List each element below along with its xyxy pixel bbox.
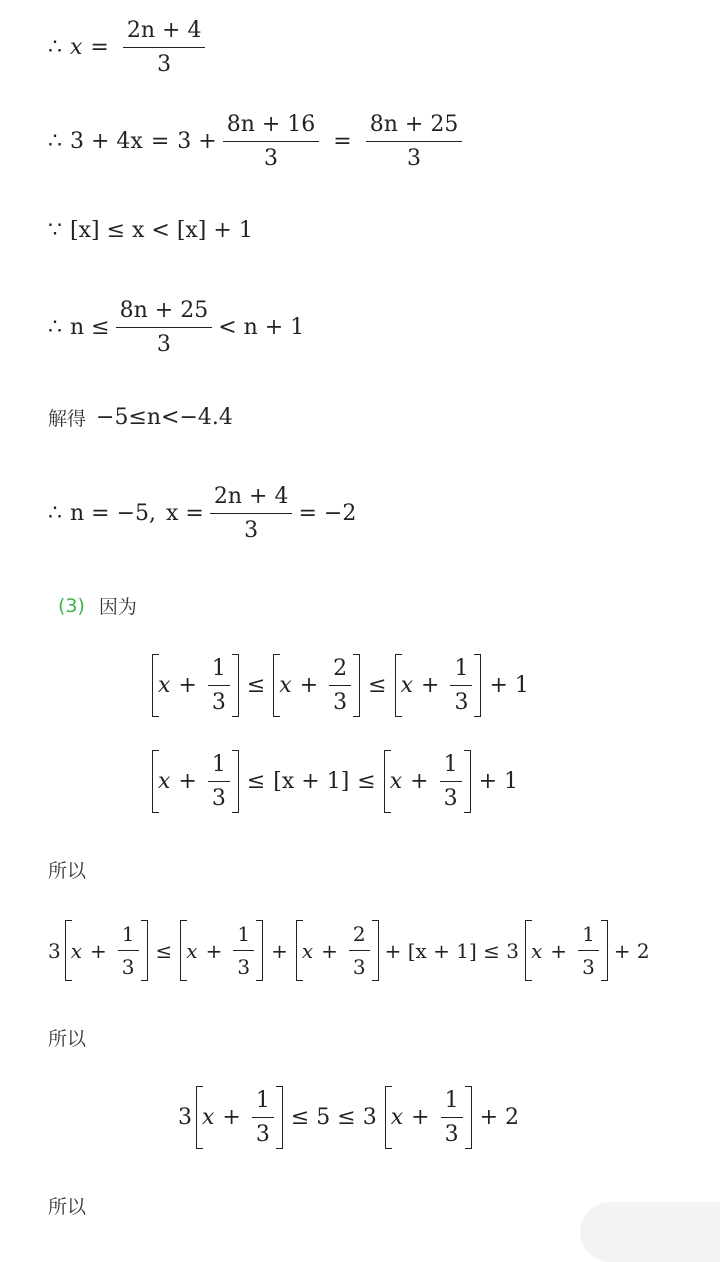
x-plus-one-bracket: [x + 1]: [273, 769, 350, 794]
floor-bracket: x + $\frac{1}{3}$: [525, 922, 608, 979]
floating-overlay: [580, 1202, 720, 1262]
plus-two: + 2: [613, 938, 650, 963]
floor-bracket: x + $\frac{1}{3}$: [196, 1088, 283, 1147]
floor-bracket: x + $\frac{1}{3}$: [384, 752, 471, 811]
bracket-inequality-1: x + $\frac{1}{3}$ ≤ x + $\frac{2}{3}$ ≤ x + $\frac{1}{3}$ + 1: [152, 656, 529, 715]
therefore-symbol: ∴: [48, 129, 62, 154]
plus-one: + 1: [478, 769, 519, 794]
fraction: [366, 112, 463, 171]
x-result: = −2: [298, 501, 357, 526]
denominator: 3: [366, 141, 463, 171]
therefore-symbol: ∴: [48, 501, 62, 526]
fraction: [116, 298, 213, 357]
floor-bracket: x + $\frac{2}{3}$: [296, 922, 379, 979]
equals-sign: =: [333, 129, 352, 154]
solve-label: 解得: [48, 408, 87, 430]
eq3-text: [x] ≤ x < [x] + 1: [70, 218, 253, 243]
n-inequality: [48, 298, 304, 357]
therefore-symbol: ∴: [48, 315, 62, 340]
fraction: [210, 484, 293, 543]
numerator: 2n + 4: [213, 484, 289, 509]
bracket-inequality-2: x + $\frac{1}{3}$ ≤ [x + 1] ≤ x + $\frac{1}{3}$ + 1: [152, 752, 518, 811]
therefore-symbol: ∴: [48, 35, 62, 60]
plus-two: + 2: [479, 1105, 519, 1130]
fraction: [123, 18, 206, 77]
equals-sign: =: [90, 35, 109, 60]
eq1-lhs: x: [70, 35, 83, 60]
so-label: 所以: [48, 1028, 87, 1050]
range-text: −5≤n<−4.4: [96, 405, 233, 430]
numerator: 8n + 16: [226, 112, 316, 137]
denominator: 3: [210, 513, 293, 543]
final-inequality: 3 x + $\frac{1}{3}$ ≤ 5 ≤ 3 x + $\frac{1}{3}$ + 2: [178, 1088, 519, 1147]
floor-bracket: x + $\frac{1}{3}$: [385, 1088, 472, 1147]
solution-range: [48, 404, 233, 431]
n-value: n = −5,: [70, 501, 157, 526]
final-values: [48, 484, 356, 543]
eq2-mid: 3 +: [177, 129, 217, 154]
denominator: 3: [223, 141, 320, 171]
equals-sign: =: [150, 129, 170, 154]
equation-x-expression: [48, 18, 211, 77]
eq10-mid: ≤ 5 ≤ 3: [290, 1105, 377, 1130]
part-3-header: [58, 592, 137, 619]
plus-one: + 1: [489, 673, 529, 698]
numerator: 2n + 4: [126, 18, 202, 43]
floor-bracket: x + $\frac{2}{3}$: [273, 656, 360, 715]
so-label: 所以: [48, 860, 87, 882]
eq4-lhs: n ≤: [70, 315, 110, 340]
because-symbol: ∵: [48, 218, 62, 243]
floor-bracket: x + $\frac{1}{3}$: [152, 656, 239, 715]
numerator: 8n + 25: [369, 112, 459, 137]
eq2-lhs: 3 + 4x: [70, 129, 143, 154]
floor-bracket: x + $\frac{1}{3}$: [395, 656, 482, 715]
sum-inequality: 3 x + $\frac{1}{3}$ ≤ x + $\frac{1}{3}$ + x + $\frac{2}{3}$ + [x + 1] ≤ 3 x + $\frac{1}{3}$ + 2: [48, 922, 650, 979]
fraction: [223, 112, 320, 171]
floor-bracket: x + $\frac{1}{3}$: [152, 752, 239, 811]
floor-bracket: x + $\frac{1}{3}$: [65, 922, 148, 979]
x-equals: x =: [166, 501, 204, 526]
so-label: 所以: [48, 1196, 87, 1218]
because-text: 因为: [98, 596, 137, 618]
denominator: 3: [123, 47, 206, 77]
denominator: 3: [116, 327, 213, 357]
eq4-rhs: < n + 1: [218, 315, 305, 340]
eq9-mid: + [x + 1] ≤ 3: [384, 938, 520, 963]
floor-inequality: [48, 218, 253, 243]
numerator: 8n + 25: [119, 298, 209, 323]
equation-3-plus-4x: [48, 112, 468, 171]
floor-bracket: x + $\frac{1}{3}$: [180, 922, 263, 979]
part-number: (3): [58, 594, 85, 617]
